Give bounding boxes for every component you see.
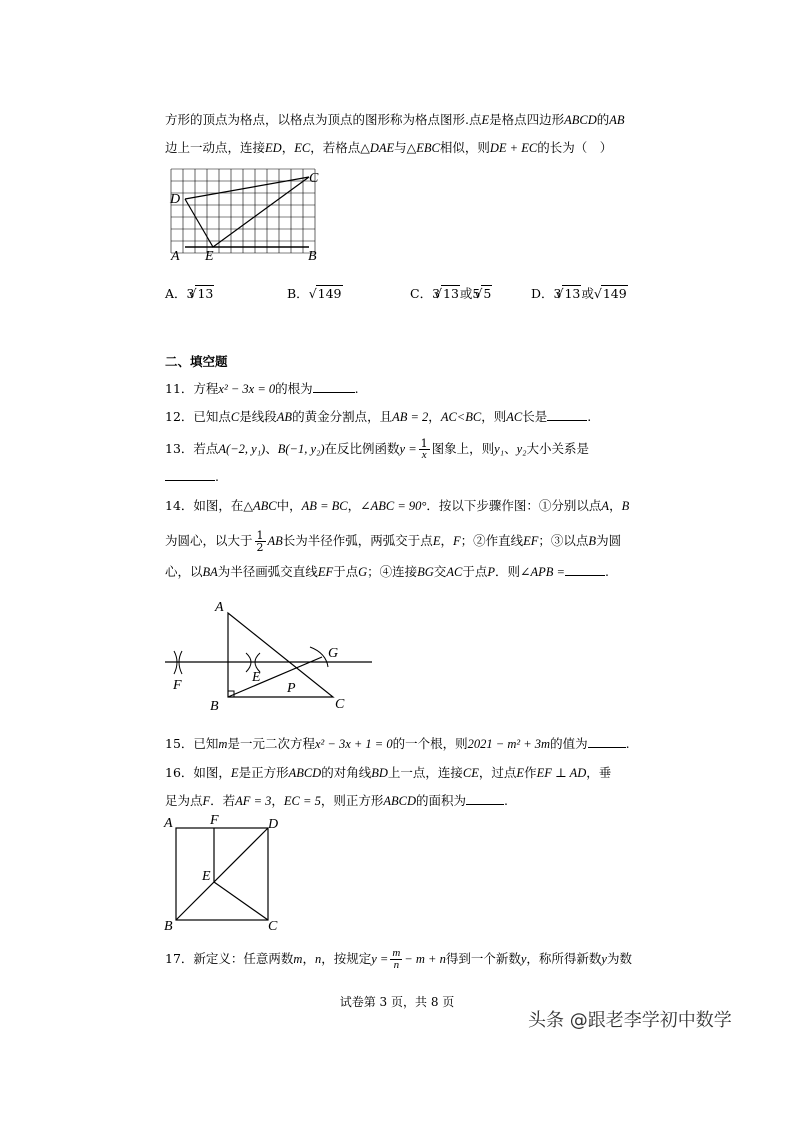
q13 bbox=[165, 438, 589, 461]
q17-text: ，按规定 bbox=[321, 951, 372, 966]
answer-blank[interactable] bbox=[565, 563, 605, 576]
question-number: 16． bbox=[165, 765, 194, 780]
q14-var: BG bbox=[417, 565, 434, 579]
answer-blank[interactable] bbox=[165, 468, 215, 481]
q14-text: 为圆 bbox=[596, 533, 622, 548]
label-f: F bbox=[210, 813, 219, 828]
q13-var: y = bbox=[399, 442, 417, 456]
question-number: 12． bbox=[165, 409, 194, 424]
fraction-denominator: n bbox=[393, 959, 400, 971]
q13-text: 在反比例函数 bbox=[324, 441, 400, 456]
q14-var: G bbox=[358, 565, 368, 579]
q10-var: EC bbox=[294, 141, 311, 155]
q13-text: 若点 bbox=[193, 441, 219, 456]
q14-var: A bbox=[601, 499, 610, 513]
q12-end: . bbox=[587, 409, 592, 424]
answer-blank[interactable] bbox=[547, 408, 587, 421]
q10-text: 与 bbox=[394, 140, 407, 155]
q14-var: △ABC bbox=[243, 499, 277, 513]
answer-blank[interactable] bbox=[588, 735, 626, 748]
q14-var: AC bbox=[446, 565, 463, 579]
q16-var: E bbox=[516, 766, 525, 780]
choice-letter: A． bbox=[165, 286, 187, 301]
label-b: B bbox=[210, 699, 219, 714]
q17-var: m bbox=[293, 952, 303, 966]
q14-var: EF bbox=[317, 565, 334, 579]
q14-text: 为半径画弧交直线 bbox=[217, 564, 318, 579]
triangle-abc bbox=[228, 613, 333, 697]
choice-radicand2: √ 149 bbox=[601, 285, 628, 301]
q16-text: 如图， bbox=[193, 765, 231, 780]
fraction-numerator: 1 bbox=[420, 437, 428, 450]
q16-var: CE bbox=[462, 766, 479, 780]
q10-text: 的 bbox=[596, 112, 610, 127]
q10-var: E bbox=[481, 113, 490, 127]
choice-coef: 3 bbox=[432, 286, 441, 301]
diagonal-bd bbox=[176, 828, 268, 920]
q15-text: 是一元二次方程 bbox=[227, 736, 315, 751]
q14-var: AB bbox=[267, 534, 283, 548]
q13-var: y₂ bbox=[516, 442, 527, 456]
question-number: 14． bbox=[165, 498, 194, 513]
q15-text: 的值为 bbox=[550, 736, 588, 751]
q17-var: y bbox=[601, 952, 607, 966]
q13-text: 图象上，则 bbox=[431, 441, 495, 456]
q12-text: ， bbox=[428, 409, 441, 424]
q14-text: 心，以 bbox=[165, 564, 203, 579]
q16-var: EC = 5 bbox=[283, 794, 321, 808]
label-b: B bbox=[164, 919, 173, 934]
label-c: C bbox=[335, 697, 345, 712]
question-number: 17． bbox=[165, 951, 194, 966]
q10-var: DE + EC bbox=[489, 141, 538, 155]
q16-line-1 bbox=[165, 765, 611, 781]
fraction-denominator: x bbox=[421, 449, 427, 461]
choice-c[interactable] bbox=[410, 284, 492, 302]
q13-end: . bbox=[215, 469, 219, 484]
q10-text: 的长为（ ） bbox=[537, 140, 613, 155]
q14-text: ；④连接 bbox=[367, 564, 418, 579]
question-number: 11． bbox=[165, 381, 194, 396]
q15-var: m bbox=[218, 737, 228, 751]
q10-text: 相似，则 bbox=[439, 140, 490, 155]
q14-line-1 bbox=[165, 498, 629, 514]
q12-var: AB bbox=[276, 410, 293, 424]
q14-text: 为圆心，以大于 bbox=[165, 533, 253, 548]
q16-text: ，则正方形 bbox=[320, 793, 384, 808]
q14-text: ， bbox=[347, 498, 361, 513]
q11-text: 方程 bbox=[193, 381, 219, 396]
label-e: E bbox=[252, 670, 261, 685]
choice-coef: 3 bbox=[553, 286, 562, 301]
choice-or: 或 bbox=[459, 286, 473, 301]
q11-equation: x² − 3x = 0 bbox=[218, 382, 276, 396]
q16-text: 的面积为 bbox=[415, 793, 466, 808]
q14-text: 中， bbox=[276, 498, 302, 513]
q10-line-2 bbox=[165, 140, 612, 156]
q16-text: ．若 bbox=[210, 793, 236, 808]
q16-text: 作 bbox=[524, 765, 537, 780]
label-a: A bbox=[215, 600, 224, 615]
label-d: D bbox=[268, 817, 279, 832]
q16-var: AF = 3 bbox=[235, 794, 272, 808]
page-footer: 试卷第 3 页，共 8 页 bbox=[339, 995, 455, 1009]
q16-text: 足为点 bbox=[165, 793, 203, 808]
choice-letter: D． bbox=[531, 286, 554, 301]
q16-var: BD bbox=[371, 766, 388, 780]
choice-d[interactable] bbox=[531, 284, 628, 302]
label-e: E bbox=[202, 869, 211, 884]
q11-text: 的根为 bbox=[275, 381, 313, 396]
q17-fraction bbox=[390, 948, 402, 971]
q15-expression: 2021 − m² + 3m bbox=[467, 737, 551, 751]
q14-text: ；③以点 bbox=[538, 533, 589, 548]
arc-g bbox=[310, 647, 328, 667]
choice-radicand: √ 149 bbox=[316, 285, 343, 301]
q14-text: 于点 bbox=[462, 564, 488, 579]
q12-text: 长是 bbox=[522, 409, 548, 424]
q10-var: AB bbox=[609, 113, 625, 127]
q13-point-b: B(−1, y₂) bbox=[277, 442, 325, 456]
q10-text: ，若格点 bbox=[310, 140, 361, 155]
label-a: A bbox=[171, 249, 180, 264]
fraction-numerator: m bbox=[392, 947, 401, 959]
q16-square-figure bbox=[160, 812, 285, 937]
fraction-numerator: 1 bbox=[256, 529, 264, 542]
q10-var: ABCD bbox=[564, 113, 597, 127]
q14-line-2 bbox=[165, 530, 621, 553]
choice-b[interactable] bbox=[287, 284, 343, 302]
section-title: 二、填空题 bbox=[165, 354, 228, 369]
q14-construction-figure bbox=[160, 595, 390, 720]
q12 bbox=[165, 408, 591, 425]
q15-text: 已知 bbox=[193, 736, 219, 751]
label-d: D bbox=[170, 192, 181, 207]
q10-text: 边上一动点，连接 bbox=[165, 140, 266, 155]
choice-letter: B． bbox=[287, 286, 309, 301]
label-e: E bbox=[205, 249, 214, 264]
q16-var: ABCD bbox=[383, 794, 416, 808]
q16-var: EF ⊥ AD bbox=[536, 766, 587, 780]
question-number: 13． bbox=[165, 441, 194, 456]
q17-text: 新定义：任意两数 bbox=[193, 951, 294, 966]
label-g: G bbox=[328, 646, 339, 661]
answer-blank[interactable] bbox=[313, 380, 355, 393]
q11-end: . bbox=[354, 381, 359, 396]
q12-text: 是线段 bbox=[239, 409, 277, 424]
q17-var: n bbox=[314, 952, 322, 966]
q14-var: B bbox=[621, 499, 630, 513]
segment-ec bbox=[214, 882, 268, 920]
q15-text: 的一个根，则 bbox=[392, 736, 468, 751]
q17-text: 得到一个新数 bbox=[445, 951, 521, 966]
q14-var: ∠ABC = 90° bbox=[360, 499, 427, 513]
q16-text: 的对角线 bbox=[321, 765, 372, 780]
q16-text: ，垂 bbox=[586, 765, 612, 780]
q12-text: 已知点 bbox=[193, 409, 231, 424]
q16-var: F bbox=[202, 794, 211, 808]
q10-text: 是格点四边形 bbox=[489, 112, 565, 127]
q14-var: AB = BC bbox=[301, 499, 348, 513]
q15 bbox=[165, 735, 630, 752]
q14-var: BA bbox=[202, 565, 218, 579]
q14-var: EF bbox=[523, 534, 539, 548]
q14-text: 于点 bbox=[333, 564, 359, 579]
q17-var: y = bbox=[371, 952, 389, 966]
choice-radicand2: √ 5 bbox=[481, 285, 492, 301]
q14-text: ．按以下步骤作图：①分别以点 bbox=[426, 498, 602, 513]
choice-a[interactable] bbox=[165, 284, 214, 302]
q11 bbox=[165, 380, 359, 397]
choice-coef: 3 bbox=[186, 286, 195, 301]
choice-radicand: √ 13 bbox=[441, 285, 460, 301]
q15-end: . bbox=[625, 736, 630, 751]
q17 bbox=[165, 948, 632, 971]
q14-line-3 bbox=[165, 563, 609, 580]
choice-or: 或 bbox=[581, 286, 594, 301]
q13-text: 大小关系是 bbox=[526, 441, 590, 456]
q12-text: ，则 bbox=[481, 409, 507, 424]
q14-var: F bbox=[452, 534, 461, 548]
q16-text: 是正方形 bbox=[238, 765, 289, 780]
q14-text: ．则 bbox=[494, 564, 520, 579]
label-c: C bbox=[309, 171, 319, 186]
label-b: B bbox=[308, 249, 317, 264]
q12-var: AC<BC bbox=[440, 410, 482, 424]
choice-coef2: 5 bbox=[472, 286, 481, 301]
q12-var: AB = 2 bbox=[392, 410, 429, 424]
q14-var: P bbox=[487, 565, 495, 579]
choice-radicand: √ 13 bbox=[562, 285, 581, 301]
q13-point-a: A(−2, y₁) bbox=[218, 442, 266, 456]
q14-fraction bbox=[255, 530, 266, 553]
label-p: P bbox=[287, 681, 296, 696]
q10-var: △DAE bbox=[360, 141, 395, 155]
q12-text: 的黄金分割点，且 bbox=[292, 409, 393, 424]
q13-fraction bbox=[419, 438, 430, 461]
q16-line-2 bbox=[165, 792, 508, 809]
choice-radicand: √ 13 bbox=[195, 285, 214, 301]
q17-text: ，称所得新数 bbox=[526, 951, 602, 966]
q13-line-2 bbox=[165, 468, 219, 485]
q10-text: ， bbox=[281, 140, 295, 155]
q16-var: E bbox=[230, 766, 239, 780]
q17-text: 为数 bbox=[606, 951, 632, 966]
q12-var: AC bbox=[506, 410, 523, 424]
q14-end: . bbox=[604, 564, 609, 579]
q14-text: ， bbox=[440, 533, 453, 548]
fraction-denominator: 2 bbox=[256, 541, 264, 554]
q12-var: C bbox=[230, 410, 240, 424]
q13-var: y₁ bbox=[494, 442, 505, 456]
watermark: 头条 @跟老李学初中数学 bbox=[528, 1010, 732, 1031]
q16-text: ，过点 bbox=[478, 765, 517, 780]
q17-var: − m + n bbox=[404, 952, 446, 966]
q13-text: 、 bbox=[265, 441, 278, 456]
q17-text: ， bbox=[302, 951, 315, 966]
q10-line-1 bbox=[165, 112, 625, 128]
q14-text: ， bbox=[609, 498, 622, 513]
q16-var: ABCD bbox=[288, 766, 322, 780]
q14-var: ∠APB = bbox=[520, 565, 565, 579]
q14-text: ；②作直线 bbox=[460, 533, 524, 548]
q10-var: ED bbox=[265, 141, 282, 155]
triangle-dec bbox=[185, 177, 309, 247]
q16-end: . bbox=[504, 793, 508, 808]
q16-text: 上一点，连接 bbox=[387, 765, 463, 780]
q17-var: y bbox=[520, 952, 527, 966]
label-a: A bbox=[164, 816, 173, 831]
q14-var: E bbox=[432, 534, 441, 548]
q10-grid-figure bbox=[165, 165, 335, 265]
answer-blank[interactable] bbox=[466, 792, 504, 805]
question-number: 15． bbox=[165, 736, 194, 751]
q14-text: 长为半径作弧，两弧交于点 bbox=[282, 533, 433, 548]
q14-text: 如图，在 bbox=[193, 498, 244, 513]
label-c: C bbox=[268, 919, 278, 934]
q14-var: B bbox=[588, 534, 597, 548]
label-f: F bbox=[173, 678, 182, 693]
q15-equation: x² − 3x + 1 = 0 bbox=[314, 737, 393, 751]
choice-letter: C． bbox=[410, 286, 433, 301]
q14-text: 交 bbox=[433, 564, 447, 579]
q16-text: ， bbox=[271, 793, 284, 808]
q10-var: △EBC bbox=[406, 141, 440, 155]
q10-text: 方形的顶点为格点，以格点为顶点的图形称为格点图形.点 bbox=[165, 112, 482, 127]
q13-text: 、 bbox=[504, 441, 517, 456]
